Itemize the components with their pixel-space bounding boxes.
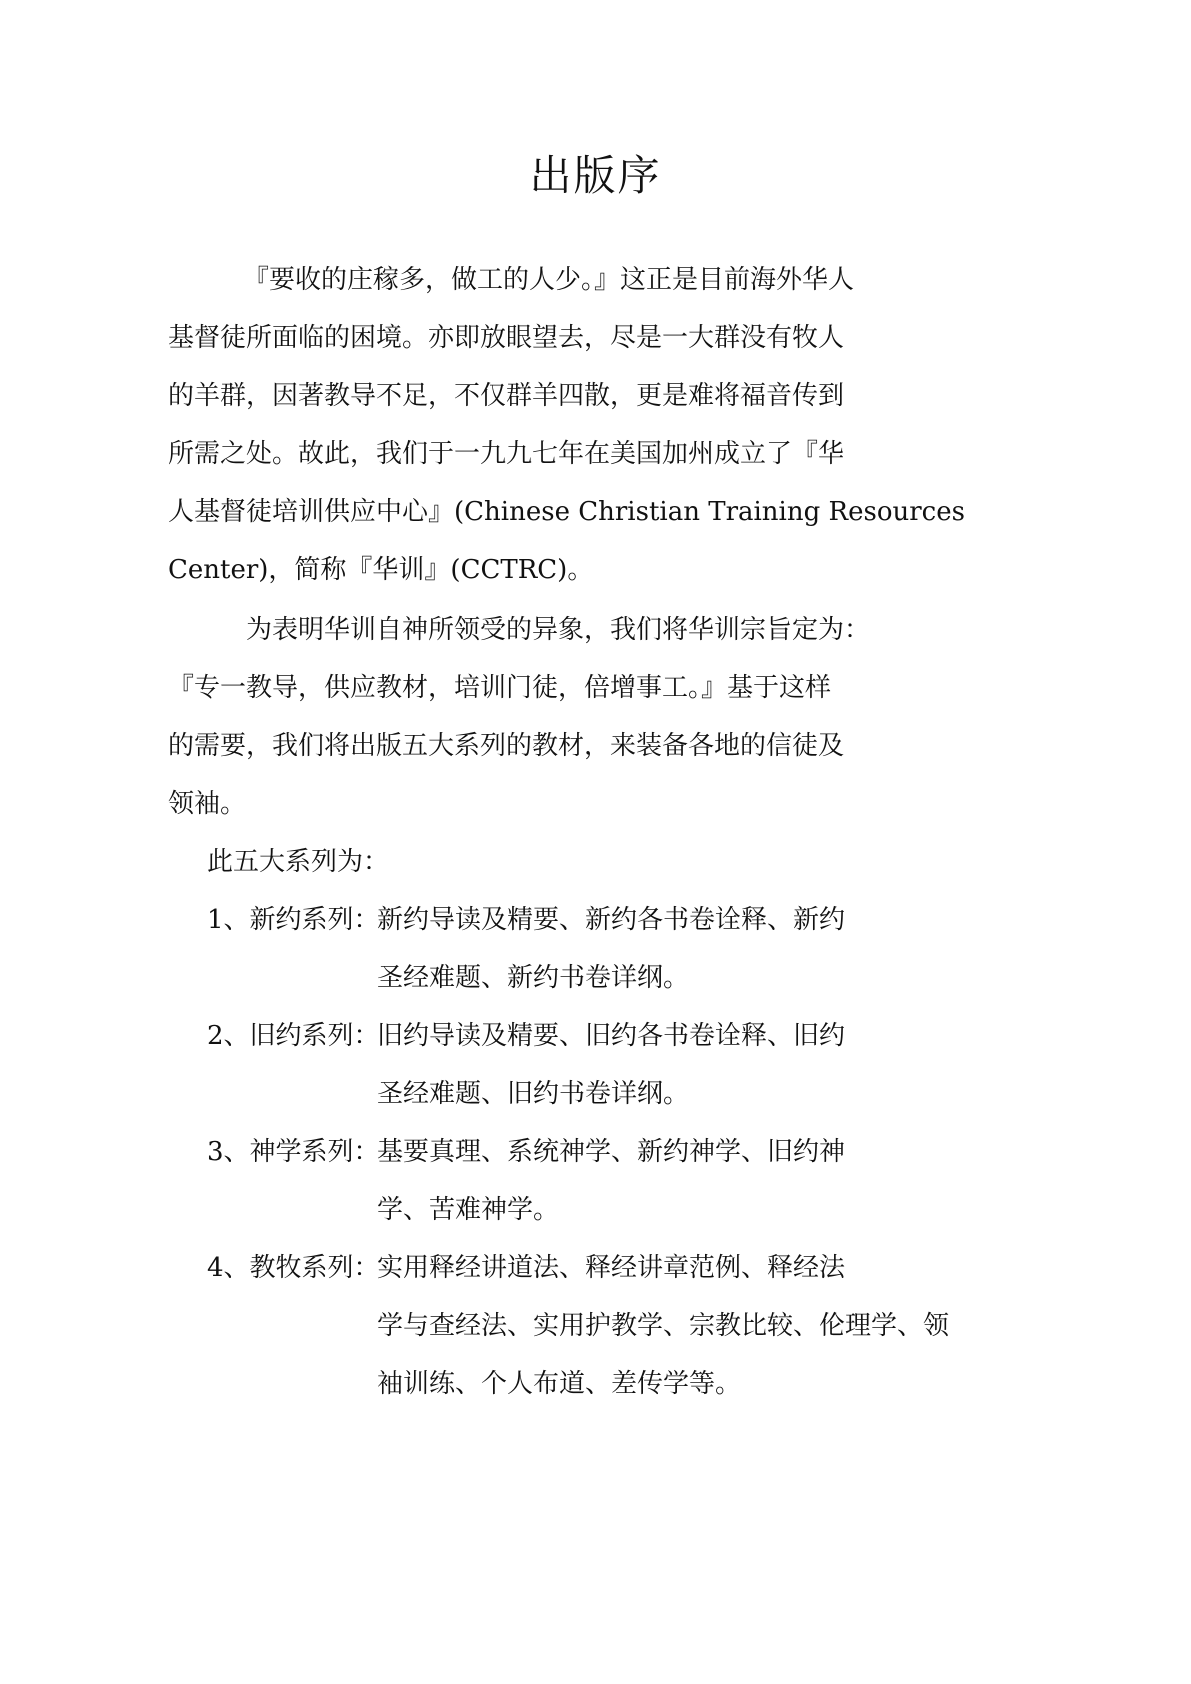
- paragraph-line: 为表明华训自神所领受的异象，我们将华训宗旨定为：: [246, 615, 871, 645]
- series-label: 2、旧约系列：: [207, 1021, 380, 1051]
- series-text-line: 学、苦难神学。: [377, 1195, 560, 1225]
- series-text-line: 圣经难题、旧约书卷详纲。: [377, 1079, 690, 1109]
- series-text-line: 袖训练、个人布道、差传学等。: [377, 1369, 742, 1399]
- series-text-line: 旧约导读及精要、旧约各书卷诠释、旧约: [377, 1021, 846, 1051]
- series-text-line: 学与查经法、实用护教学、宗教比较、伦理学、领: [377, 1311, 950, 1341]
- paragraph-line: 的需要，我们将出版五大系列的教材，来装备各地的信徒及: [168, 731, 845, 761]
- paragraph-line: 所需之处。故此，我们于一九九七年在美国加州成立了『华: [168, 439, 845, 469]
- series-label: 1、新约系列：: [207, 905, 380, 935]
- series-label: 3、神学系列：: [207, 1137, 380, 1167]
- series-text-line: 新约导读及精要、新约各书卷诠释、新约: [377, 905, 846, 935]
- paragraph-line: 的羊群，因著教导不足，不仅群羊四散，更是难将福音传到: [168, 381, 845, 411]
- paragraph-line: 领袖。: [168, 789, 247, 819]
- series-text-line: 基要真理、系统神学、新约神学、旧约神: [377, 1137, 846, 1167]
- series-text-line: 圣经难题、新约书卷详纲。: [377, 963, 690, 993]
- paragraph-line: 『专一教导，供应教材，培训门徒，倍增事工。』基于这样: [168, 673, 832, 703]
- paragraph-line: Center)，简称『华训』(CCTRC)。: [168, 555, 594, 585]
- page-title: 出版序: [529, 151, 662, 200]
- series-intro: 此五大系列为：: [207, 847, 390, 877]
- series-label: 4、教牧系列：: [207, 1253, 380, 1283]
- paragraph-line: 『要收的庄稼多，做工的人少。』这正是目前海外华人: [243, 265, 855, 295]
- paragraph-line: 人基督徒培训供应中心』(Chinese Christian Training Resources: [168, 497, 965, 527]
- series-text-line: 实用释经讲道法、释经讲章范例、释经法: [377, 1253, 846, 1283]
- paragraph-line: 基督徒所面临的困境。亦即放眼望去，尽是一大群没有牧人: [168, 323, 845, 353]
